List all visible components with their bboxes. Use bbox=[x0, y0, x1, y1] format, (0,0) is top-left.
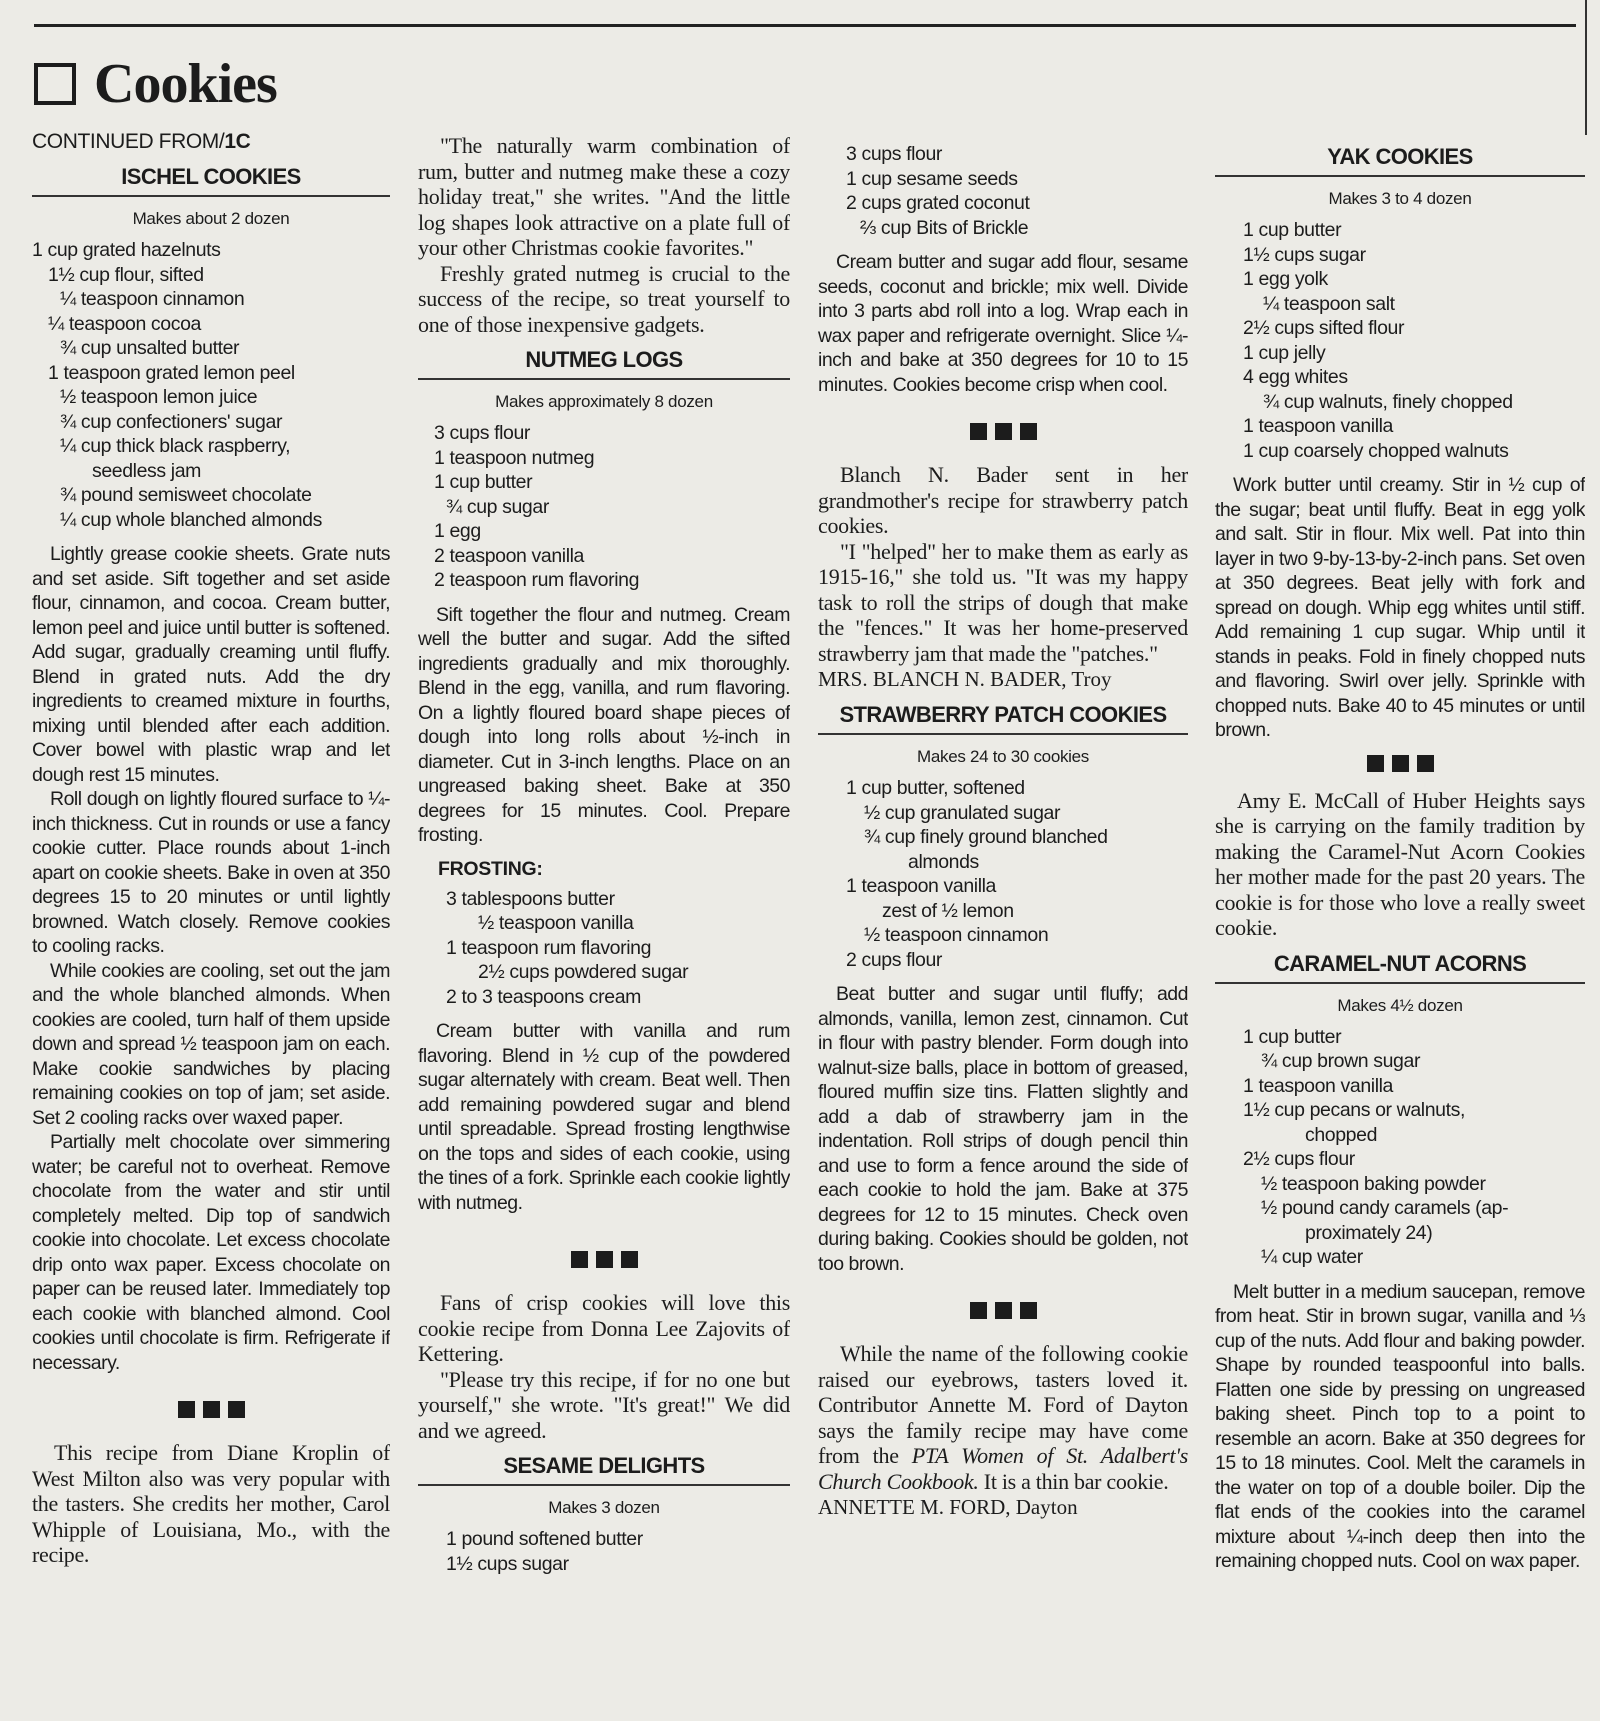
ingredient: 3 tablespoons butter bbox=[446, 887, 615, 910]
top-rule bbox=[34, 24, 1576, 27]
column-rule bbox=[1585, 0, 1587, 135]
contributor-byline: ANNETTE M. FORD, Dayton bbox=[818, 1495, 1078, 1519]
recipe-title-nutmeg: NUTMEG LOGS bbox=[418, 347, 790, 380]
ingredient: 1 teaspoon grated lemon peel bbox=[48, 361, 295, 384]
section-divider bbox=[818, 423, 1188, 440]
ingredient-list bbox=[1215, 1025, 1585, 1270]
ingredient: ⅔ cup Bits of Brickle bbox=[860, 216, 1029, 239]
ingredient: 2 teaspoon vanilla bbox=[434, 544, 584, 567]
ingredient: 2½ cups powdered sugar bbox=[478, 961, 689, 983]
column-3 bbox=[818, 130, 1188, 1721]
intro-paragraph: "Please try this recipe, if for no one but yourself," she wrote. "It's great!" We did and we agreed. bbox=[418, 1366, 790, 1443]
ingredient: ¾ cup walnuts, finely chopped bbox=[1263, 390, 1513, 413]
ingredient: ¼ cup water bbox=[1261, 1246, 1363, 1268]
ingredient: 2 cups flour bbox=[846, 948, 943, 971]
ingredient: zest of ½ lemon bbox=[882, 899, 1014, 922]
ingredient: 1½ cup flour, sifted bbox=[48, 263, 204, 286]
intro-paragraph bbox=[818, 1341, 1188, 1494]
checkbox-square-icon bbox=[34, 63, 76, 105]
ingredient: 2½ cups flour bbox=[1243, 1148, 1355, 1170]
ingredient: 3 cups flour bbox=[434, 422, 531, 444]
ingredient: chopped bbox=[1305, 1123, 1378, 1146]
directions-paragraph: Work butter until creamy. Stir in ½ cup of the sugar; beat until fluffy. Beat in egg yolk and salt. Stir in flour. Mix well. Pat into thin layer in two 9-by-13-by-2-inch pans. Set oven at 350 degrees. Beat jelly with fork and spread on dough. Whip egg whites until stiff. Add remaining 1 cup sugar. Whip until it stands in peaks. Fold in finely chopped nuts and flavoring. Swirl over jelly. Sprinkle with chopped nuts. Bake 40 to 45 minutes or until brown. bbox=[1215, 474, 1585, 741]
intro-paragraph: Amy E. McCall of Huber Heights says she is carrying on the family tradition by making the Caramel-Nut Acorn Cookies her mother made for the past 20 years. The cookie is for those who love a really sweet cookie. bbox=[1215, 787, 1585, 940]
ingredient: 1½ cup pecans or walnuts, bbox=[1243, 1099, 1465, 1121]
section-divider bbox=[418, 1251, 790, 1268]
continued-page: 1C bbox=[224, 130, 251, 153]
recipe-yield: Makes 24 to 30 cookies bbox=[917, 747, 1089, 766]
ingredient: ¾ cup unsalted butter bbox=[60, 337, 240, 359]
column-2 bbox=[418, 130, 790, 1721]
section-divider bbox=[818, 1302, 1188, 1319]
ingredient: 1 cup sesame seeds bbox=[846, 167, 1018, 190]
intro-paragraph: "I "helped" her to make them as early as 1915-16," she told us. "It was my happy task to roll the strips of dough that make the "fences." It was her home-preserved strawberry jam that made the "patches." bbox=[818, 538, 1188, 666]
square-bullet-icon bbox=[178, 1401, 195, 1418]
square-bullet-icon bbox=[970, 1302, 987, 1319]
ingredient: 1 egg bbox=[434, 520, 481, 542]
column-4 bbox=[1215, 130, 1585, 1721]
intro-paragraph: Blanch N. Bader sent in her grandmother's recipe for strawberry patch cookies. bbox=[818, 462, 1188, 538]
ingredient: 1 cup butter bbox=[434, 471, 533, 493]
directions-paragraph: Sift together the flour and nutmeg. Cream well the butter and sugar. Add the sifted ingredients gradually and mix thoroughly. Blend in the egg, vanilla, and rum flavoring. On a lightly floured board shape pieces of dough into long rolls about ½-inch in diameter. Cut in 3-inch lengths. Place on an ungreased baking sheet. Bake at 350 degrees for 15 minutes. Cool. Prepare frosting. bbox=[418, 603, 790, 846]
ingredient: 1 teaspoon rum flavoring bbox=[446, 936, 652, 959]
ingredient: ¾ cup brown sugar bbox=[1261, 1050, 1421, 1072]
square-bullet-icon bbox=[1417, 755, 1434, 772]
ingredient: ½ cup granulated sugar bbox=[864, 801, 1061, 824]
ingredient: 1 egg yolk bbox=[1243, 268, 1328, 290]
square-bullet-icon bbox=[1367, 755, 1384, 772]
square-bullet-icon bbox=[995, 423, 1012, 440]
square-bullet-icon bbox=[1392, 755, 1409, 772]
ingredient: 1 pound softened butter bbox=[446, 1528, 643, 1550]
square-bullet-icon bbox=[571, 1251, 588, 1268]
ingredient: ¼ teaspoon salt bbox=[1263, 292, 1395, 315]
ingredient: ¾ cup confectioners' sugar bbox=[60, 410, 283, 433]
column-1 bbox=[32, 130, 390, 1721]
ingredient: ½ teaspoon baking powder bbox=[1261, 1172, 1486, 1195]
ingredient: 2½ cups sifted flour bbox=[1243, 317, 1405, 339]
ingredient: ¾ cup sugar bbox=[446, 495, 549, 518]
ingredient-list bbox=[818, 142, 1188, 240]
square-bullet-icon bbox=[621, 1251, 638, 1268]
ingredient: ½ teaspoon lemon juice bbox=[60, 386, 258, 408]
recipe-yield: Makes approximately 8 dozen bbox=[495, 392, 713, 411]
square-bullet-icon bbox=[228, 1401, 245, 1418]
recipe-yield: Makes 4½ dozen bbox=[1337, 995, 1463, 1015]
recipe-title-yak: YAK COOKIES bbox=[1215, 144, 1585, 177]
intro-paragraph: Freshly grated nutmeg is crucial to the success of the recipe, so treat yourself to one of those inexpensive gadgets. bbox=[418, 260, 790, 337]
section-divider bbox=[1215, 755, 1585, 772]
square-bullet-icon bbox=[596, 1251, 613, 1268]
directions-paragraph: Partially melt chocolate over simmering water; be careful not to overheat. Remove chocolate from the water and stir until completely melted. Dip top of sandwich cookie into chocolate. Let excess chocolate drip onto wax paper. Excess chocolate on paper can be reused later. Immediately top each cookie with blanched almond. Cool cookies until chocolate is firm. Refrigerate if necessary. bbox=[32, 1131, 390, 1374]
ingredient: ¾ pound semisweet chocolate bbox=[60, 484, 312, 506]
ingredient: 2 cups grated coconut bbox=[846, 192, 1030, 214]
square-bullet-icon bbox=[203, 1401, 220, 1418]
square-bullet-icon bbox=[970, 423, 987, 440]
directions-paragraph: Beat butter and sugar until fluffy; add almonds, vanilla, lemon zest, cinnamon. Cut in flour with pastry blender. Form dough into walnut-size balls, place in bottom of greased, floured muffin size tins. Flatten slightly and add a dab of strawberry jam in the indentation. Roll strips of dough pencil thin and use to form a fence around the side of each cookie to hold the jam. Bake at 375 degrees for 12 to 15 minutes. Check oven during baking. Cookies should be golden, not too brown. bbox=[818, 983, 1188, 1275]
ingredient: 1 teaspoon vanilla bbox=[1243, 415, 1393, 437]
ingredient: 2 teaspoon rum flavoring bbox=[434, 569, 640, 591]
ingredient: almonds bbox=[908, 850, 979, 873]
section-divider bbox=[32, 1401, 390, 1418]
directions-paragraph: Roll dough on lightly floured surface to ¼-inch thickness. Cut in rounds or use a fancy cookie cutter. Place rounds about 1-inch apart on cookie sheets. Bake in oven at 350 degrees 15 to 20 minutes or until lightly browned. Watch closely. Remove cookies to cooling racks. bbox=[32, 788, 390, 957]
ingredient: ¼ cup whole blanched almonds bbox=[60, 508, 322, 531]
ingredient-list bbox=[418, 887, 790, 1010]
ingredient: ½ teaspoon vanilla bbox=[478, 912, 634, 934]
ingredient: 1 teaspoon vanilla bbox=[1243, 1074, 1393, 1097]
ingredient-list bbox=[818, 776, 1188, 972]
intro-text: It is a thin bar cookie. bbox=[978, 1468, 1169, 1494]
ingredient: 1 teaspoon nutmeg bbox=[434, 446, 595, 469]
frosting-heading: FROSTING: bbox=[438, 857, 543, 880]
directions-paragraph: While cookies are cooling, set out the jam and the whole blanched almonds. When cookies are cooled, turn half of them upside down and spread ½ teaspoon jam on each. Make cookie sandwiches by placing remaining cookies on top of jam; set aside. Set 2 cooling racks over waxed paper. bbox=[32, 959, 390, 1129]
contributor-byline: MRS. BLANCH N. BADER, Troy bbox=[818, 667, 1112, 691]
recipe-title-ischel: ISCHEL COOKIES bbox=[32, 164, 390, 197]
recipe-yield: Makes 3 dozen bbox=[548, 1498, 660, 1517]
ingredient: 1 cup butter, softened bbox=[846, 777, 1025, 799]
ingredient: 1½ cups sugar bbox=[446, 1552, 569, 1575]
directions-paragraph: Cream butter with vanilla and rum flavoring. Blend in ½ cup of the powdered sugar alternately with cream. Beat well. Then add remaining powdered sugar and blend until spreadable. Spread frosting lengthwise on the tops and sides of each cookie, using the tines of a fork. Sprinkle each cookie lightly with nutmeg. bbox=[418, 1020, 790, 1214]
intro-paragraph: This recipe from Diane Kroplin of West Milton also was very popular with the tasters. She credits her mother, Carol Whipple of Louisiana, Mo., with the recipe. bbox=[32, 1440, 390, 1567]
ingredient-list bbox=[1215, 218, 1585, 463]
ingredient: 1 cup jelly bbox=[1243, 341, 1326, 364]
ingredient: 3 cups flour bbox=[846, 143, 943, 165]
recipe-yield: Makes 3 to 4 dozen bbox=[1328, 189, 1472, 208]
page-title: Cookies bbox=[94, 53, 277, 115]
ingredient: ¼ cup thick black raspberry, bbox=[60, 435, 291, 457]
ingredient: seedless jam bbox=[92, 459, 202, 482]
intro-text: While the name of the following cookie raised our eyebrows, tasters loved it. Contributor Annette M. Ford of Dayton says the family recipe may have come from the bbox=[818, 1341, 1188, 1468]
intro-paragraph: Fans of crisp cookies will love this cookie recipe from Donna Lee Zajovits of Kettering. bbox=[418, 1290, 790, 1366]
directions-paragraph: Melt butter in a medium saucepan, remove from heat. Stir in brown sugar, vanilla and ⅓ cup of the nuts. Add flour and baking powder. Shape by rounded teaspoonful into balls. Flatten one side by pressing on ungreased baking sheet. Pinch top to a point to resemble an acorn. Bake at 350 degrees for 15 to 18 minutes. Cool. Melt the caramels in the water on top of a double boiler. Dip the flat ends of the cookies into the caramel mixture about ¼-inch deep then into the remaining chopped nuts. Cool on wax paper. bbox=[1215, 1280, 1585, 1572]
continued-from bbox=[32, 130, 390, 154]
ingredient: 1 cup butter bbox=[1243, 1025, 1342, 1048]
ingredient-list bbox=[418, 1527, 790, 1576]
section-header bbox=[34, 52, 277, 116]
ingredient-list bbox=[418, 421, 790, 593]
directions-paragraph: Lightly grease cookie sheets. Grate nuts and set aside. Sift together and set aside flour, cinnamon, and cocoa. Cream butter, lemon peel and juice until butter is softened. Add sugar, gradually creaming until fluffy. Blend in grated nuts. Add the dry ingredients to creamed mixture in fourths, mixing until blended after each addition. Cover bowel with plastic wrap and let dough rest 15 minutes. bbox=[32, 543, 390, 786]
ingredient: ½ teaspoon cinnamon bbox=[864, 924, 1049, 946]
recipe-title-strawberry: STRAWBERRY PATCH COOKIES bbox=[818, 702, 1188, 735]
recipe-title-sesame: SESAME DELIGHTS bbox=[418, 1453, 790, 1486]
ingredient: 1 teaspoon vanilla bbox=[846, 875, 996, 897]
ingredient: proximately 24) bbox=[1305, 1221, 1433, 1244]
square-bullet-icon bbox=[1020, 1302, 1037, 1319]
ingredient-list bbox=[32, 238, 390, 532]
ingredient: 1 cup grated hazelnuts bbox=[32, 239, 221, 261]
cookbook-title: PTA Women of St. Adalbert's Church Cookbook. bbox=[818, 1443, 1188, 1494]
ingredient: ¾ cup finely ground blanched bbox=[864, 826, 1108, 848]
square-bullet-icon bbox=[1020, 423, 1037, 440]
ingredient: 1 cup coarsely chopped walnuts bbox=[1243, 439, 1509, 462]
ingredient: ¼ teaspoon cocoa bbox=[48, 312, 201, 335]
recipe-title-caramel: CARAMEL-NUT ACORNS bbox=[1215, 951, 1585, 984]
intro-paragraph: "The naturally warm combination of rum, butter and nutmeg make these a cozy holiday treat," she writes. "And the little log shapes look attractive on a plate full of your other Christmas cookie favorites." bbox=[418, 133, 790, 260]
square-bullet-icon bbox=[995, 1302, 1012, 1319]
ingredient: ½ pound candy caramels (ap- bbox=[1261, 1197, 1509, 1219]
ingredient: 1½ cups sugar bbox=[1243, 243, 1366, 266]
ingredient: ¼ teaspoon cinnamon bbox=[60, 288, 245, 310]
directions-paragraph: Cream butter and sugar add flour, sesame seeds, coconut and brickle; mix well. Divide into 3 parts abd roll into a log. Wrap each in wax paper and refrigerate overnight. Slice ¼-inch and bake at 350 degrees for 10 to 15 minutes. Cookies become crisp when cool. bbox=[818, 251, 1188, 396]
ingredient: 1 cup butter bbox=[1243, 219, 1342, 241]
continued-label: CONTINUED FROM/ bbox=[32, 130, 225, 153]
recipe-yield: Makes about 2 dozen bbox=[132, 209, 290, 228]
ingredient: 2 to 3 teaspoons cream bbox=[446, 985, 641, 1008]
ingredient: 4 egg whites bbox=[1243, 366, 1348, 388]
